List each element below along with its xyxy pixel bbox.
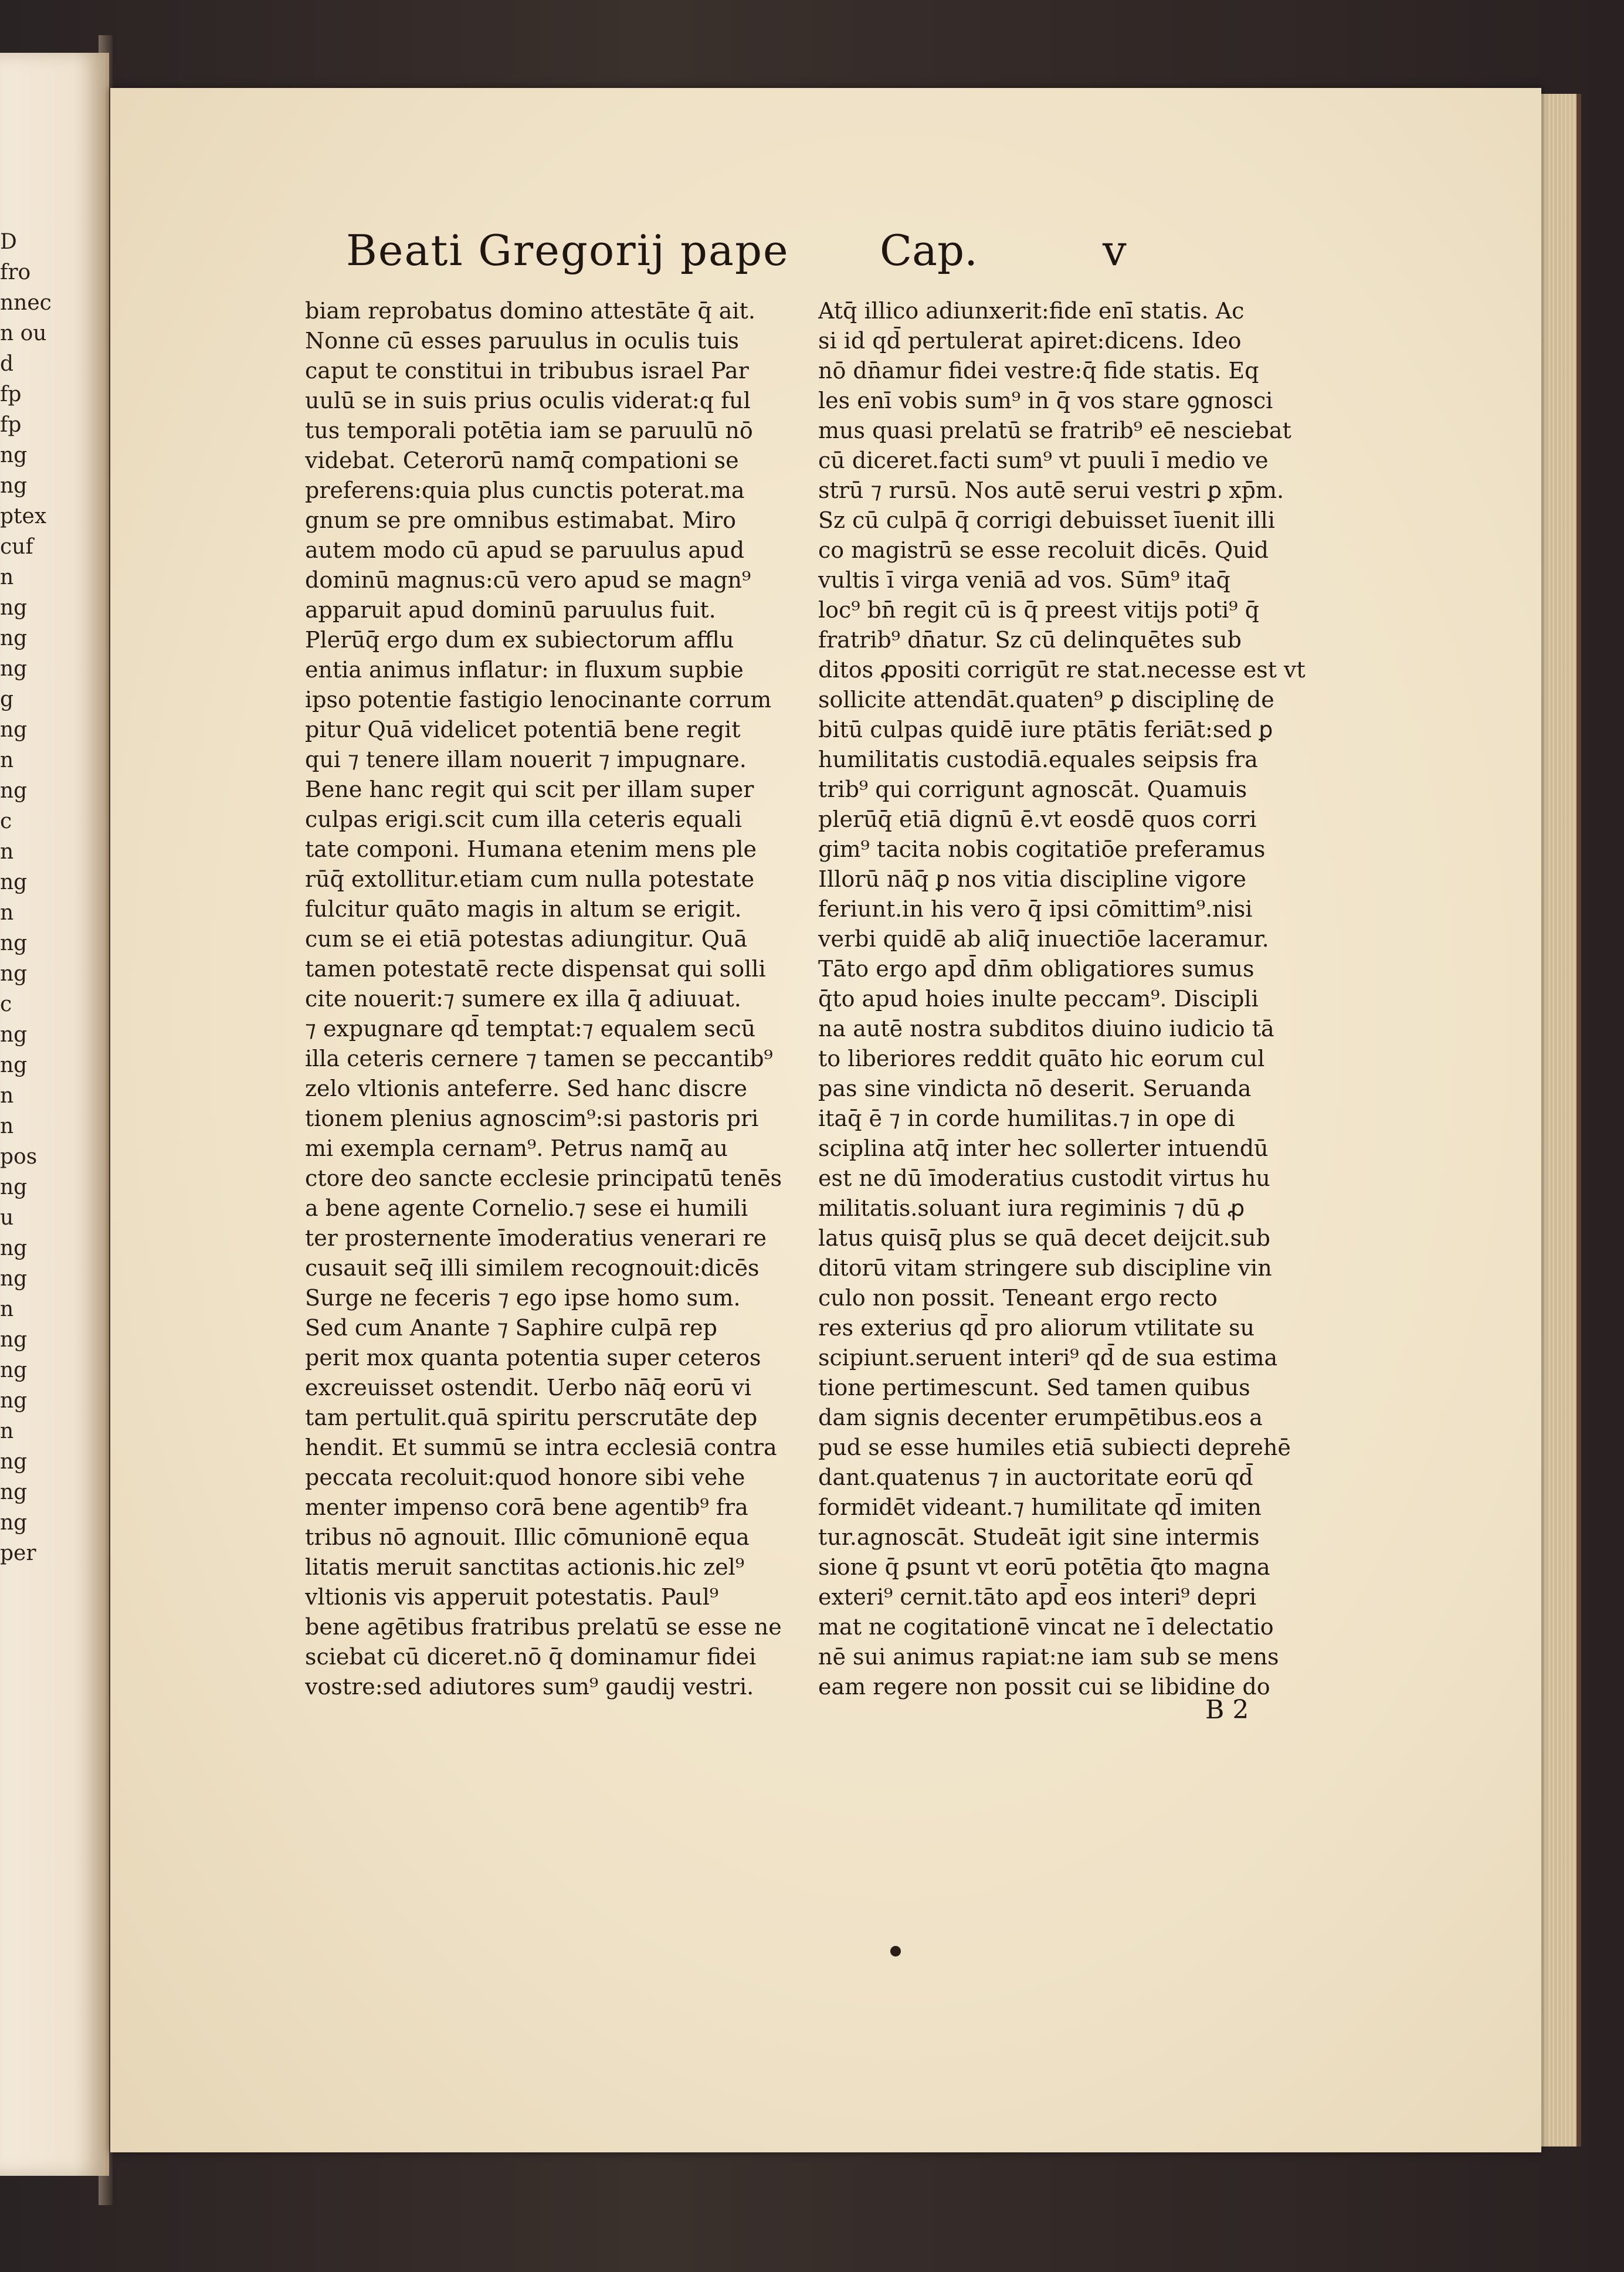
left-page-text-fragment: ng (0, 962, 28, 986)
text-column-right (818, 296, 1311, 1702)
text-line: dam signis decenter erumpētibus.eos a (818, 1405, 1263, 1430)
text-line: vultis ī virga veniā ad vos. Sūm⁹ itaq̄ (818, 567, 1230, 593)
text-line: pud se esse humiles etiā subiecti deprehē (818, 1435, 1291, 1460)
text-line: sciplina atq̄ inter hec sollerter intuendū (818, 1135, 1269, 1161)
text-line: itaq̄ ē ⁊ in corde humilitas.⁊ in ope di (818, 1106, 1235, 1131)
text-line: tribus nō agnouit. Illic cōmunionē equa (305, 1524, 750, 1550)
left-page-text-fragment: per (0, 1541, 36, 1565)
left-page-text-fragment: c (0, 809, 12, 833)
left-page-text-fragment: ng (0, 1511, 28, 1535)
text-line: Nonne cū esses paruulus in oculis tuis (305, 328, 739, 354)
left-page-text-fragment: d (0, 352, 14, 376)
text-line: sione q̄ ꝑsunt vt eorū potētia q̄to magna (818, 1554, 1270, 1580)
text-line: preferens:quia plus cunctis poterat.ma (305, 477, 745, 503)
text-line: sollicite attendāt.quaten⁹ ꝑ disciplinę de (818, 687, 1274, 713)
text-line: nē sui animus rapiat:ne iam sub se mens (818, 1644, 1279, 1670)
text-line: cum se ei etiā potestas adiungitur. Quā (305, 926, 748, 952)
text-line: verbi quidē ab aliq̄ inuectiōe laceramur. (818, 926, 1269, 952)
text-line: dant.quatenus ⁊ in auctoritate eorū qd̄ (818, 1464, 1253, 1490)
text-line: tate componi. Humana etenim mens ple (305, 836, 757, 862)
text-line: ⁊ expugnare qd̄ temptat:⁊ equalem secū (305, 1016, 756, 1042)
text-line: bitū culpas quidē iure ptātis feriāt:sed ꝑ (818, 717, 1273, 742)
text-line: plerūq̄ etiā dignū ē.vt eosdē quos corri (818, 806, 1257, 832)
text-line: scipiunt.seruent interi⁹ qd̄ de sua estima (818, 1345, 1278, 1371)
left-page-text-fragment: n (0, 748, 14, 772)
text-line: litatis meruit sanctitas actionis.hic zel⁹ (305, 1554, 745, 1580)
text-line: Surge ne feceris ⁊ ego ipse homo sum. (305, 1285, 741, 1311)
text-line: vostre:sed adiutores sum⁹ gaudij vestri. (305, 1674, 754, 1700)
text-line: pas sine vindicta nō deserit. Seruanda (818, 1076, 1252, 1101)
left-page-text-fragment: ng (0, 443, 28, 467)
left-page-text-fragment: ng (0, 1450, 28, 1474)
page-edges (1541, 94, 1581, 2146)
text-line: pitur Quā videlicet potentiā bene regit (305, 717, 741, 742)
text-line: gnum se pre omnibus estimabat. Miro (305, 507, 737, 533)
text-line: humilitatis custodiā.equales seipsis fra (818, 747, 1258, 772)
left-page-text-fragment: n ou (0, 321, 47, 345)
running-head-title: Beati Gregorij pape (346, 226, 789, 275)
text-line: excreuisset ostendit. Uerbo nāq̄ eorū vi (305, 1375, 752, 1400)
left-page-text-fragment: ng (0, 870, 28, 894)
left-page-text-fragment: c (0, 992, 12, 1016)
text-line: strū ⁊ rursū. Nos autē serui vestri ꝑ xp̄m. (818, 477, 1284, 503)
left-page-text-fragment: pos (0, 1145, 38, 1169)
text-line: latus quisq̄ plus se quā decet deijcit.sub (818, 1225, 1270, 1251)
text-line: hendit. Et summū se intra ecclesiā contra (305, 1435, 777, 1460)
left-page-text-fragment: n (0, 1114, 14, 1138)
text-line: illa ceteris cernere ⁊ tamen se peccantib⁹ (305, 1046, 773, 1071)
left-page-text-fragment: fp (0, 413, 22, 437)
left-page-text-fragment: ng (0, 626, 28, 650)
text-line: vltionis vis apperuit potestatis. Paul⁹ (305, 1584, 719, 1610)
left-page-text-fragment: ng (0, 718, 28, 742)
running-head-chapter-number: v (1103, 226, 1127, 275)
text-line: uulū se in suis prius oculis viderat:q ful (305, 388, 751, 413)
text-line: eam regere non possit cui se libidine do (818, 1674, 1270, 1700)
text-line: tamen potestatē recte dispensat qui solli (305, 956, 766, 982)
text-line: fulcitur quāto magis in altum se erigit. (305, 896, 742, 922)
text-line: co magistrū se esse recoluit dicēs. Quid (818, 537, 1269, 563)
left-page-text-fragment: ng (0, 1389, 28, 1413)
text-line: est ne dū īmoderatius custodit virtus hu (818, 1165, 1270, 1191)
left-page-text-fragment: u (0, 1206, 14, 1230)
text-line: to liberiores reddit quāto hic eorum cul (818, 1046, 1265, 1071)
text-line: les enī vobis sum⁹ in q̄ vos stare ꝯgnosci (818, 388, 1273, 413)
text-line: tione pertimescunt. Sed tamen quibus (818, 1375, 1250, 1400)
left-page-text-fragment: ng (0, 657, 28, 681)
text-line: rūq̄ extollitur.etiam cum nulla potestate (305, 866, 755, 892)
left-page-text-fragment: n (0, 1419, 14, 1443)
text-line: trib⁹ qui corrigunt agnoscāt. Quamuis (818, 776, 1247, 802)
text-line: entia animus inflatur: in fluxum supbie (305, 657, 744, 683)
text-line: bene agētibus fratribus prelatū se esse ne (305, 1614, 782, 1640)
text-line: q̄to apud hoies inulte peccam⁹. Discipli (818, 986, 1259, 1012)
text-line: apparuit apud dominū paruulus fuit. (305, 597, 716, 623)
text-line: Tāto ergo apd̄ dn̄m obligatiores sumus (818, 956, 1255, 982)
signature-mark: B 2 (1205, 1695, 1249, 1725)
text-line: Sz cū culpā q̄ corrigi debuisset īuenit illi (818, 507, 1275, 533)
text-line: ditos ꝓpositi corrigūt re stat.necesse est vt (818, 657, 1306, 683)
left-page-text-fragment: ng (0, 1480, 28, 1504)
left-page-text-fragment: n (0, 1297, 14, 1321)
text-line: si id qd̄ pertulerat apiret:dicens. Ideo (818, 328, 1242, 354)
left-page-text-fragment: n (0, 901, 14, 925)
text-line: fratrib⁹ dn̄atur. Sz cū delinquētes sub (818, 627, 1242, 653)
text-line: Bene hanc regit qui scit per illam super (305, 776, 754, 802)
text-line: ipso potentie fastigio lenocinante corrum (305, 687, 772, 713)
running-head-chapter-label: Cap. (880, 226, 978, 275)
text-line: Atq̄ illico adiunxerit:fide enī statis. Ac (818, 298, 1245, 324)
left-page-text-fragment: cuf (0, 535, 33, 559)
text-line: formidēt videant.⁊ humilitate qd̄ imiten (818, 1494, 1262, 1520)
left-page-text-fragment: n (0, 1084, 14, 1108)
text-line: peccata recoluit:quod honore sibi vehe (305, 1464, 745, 1490)
left-page-text-fragment: ptex (0, 504, 47, 528)
text-line: cusauit seq̄ illi similem recognouit:dicēs (305, 1255, 760, 1281)
text-line: exteri⁹ cernit.tāto apd̄ eos interi⁹ depri (818, 1584, 1257, 1610)
left-page-text-fragment: g (0, 687, 14, 711)
text-line: perit mox quanta potentia super ceteros (305, 1345, 761, 1371)
left-page-text-fragment: nnec (0, 291, 52, 315)
text-line: nō dn̄amur fidei vestre:q̄ fide statis. Eq (818, 358, 1259, 384)
text-line: mi exempla cernam⁹. Petrus namq̄ au (305, 1135, 728, 1161)
text-line: a bene agente Cornelio.⁊ sese ei humili (305, 1195, 748, 1221)
left-page-text-fragment: ng (0, 1267, 28, 1291)
left-page-text-fragment: ng (0, 1053, 28, 1077)
left-page-text-fragment: ng (0, 931, 28, 955)
left-page-text-fragment: D (0, 230, 17, 254)
text-line: caput te constitui in tribubus israel Par (305, 358, 749, 384)
text-line: res exterius qd̄ pro aliorum vtilitate su (818, 1315, 1255, 1341)
text-line: menter impenso corā bene agentib⁹ fra (305, 1494, 748, 1520)
left-page-text-fragment: ng (0, 1358, 28, 1382)
text-line: cite nouerit:⁊ sumere ex illa q̄ adiuuat. (305, 986, 741, 1012)
left-page-text-fragment: n (0, 840, 14, 864)
text-line: feriunt.in his vero q̄ ipsi cōmittim⁹.nisi (818, 896, 1253, 922)
left-facing-page (0, 53, 109, 2176)
text-line: Plerūq̄ ergo dum ex subiectorum afflu (305, 627, 734, 653)
left-page-text-fragment: ng (0, 1175, 28, 1199)
text-column-left (305, 296, 798, 1702)
text-line: dominū magnus:cū vero apud se magn⁹ (305, 567, 751, 593)
text-line: militatis.soluant iura regiminis ⁊ dū ꝓ (818, 1195, 1245, 1221)
left-page-text-fragment: ng (0, 1023, 28, 1047)
text-line: tur.agnoscāt. Studeāt igit sine intermis (818, 1524, 1260, 1550)
text-line: ditorū vitam stringere sub discipline vin (818, 1255, 1272, 1281)
text-line: tus temporali potētia iam se paruulū nō (305, 418, 753, 443)
ink-spot (890, 1946, 901, 1956)
text-line: cū diceret.facti sum⁹ vt puuli ī medio ve (818, 447, 1269, 473)
text-line: biam reprobatus domino attestāte q̄ ait. (305, 298, 755, 324)
text-line: zelo vltionis anteferre. Sed hanc discre (305, 1076, 747, 1101)
text-line: autem modo cū apud se paruulus apud (305, 537, 745, 563)
text-line: ter prosternente īmoderatius venerari re (305, 1225, 767, 1251)
text-line: ctore deo sancte ecclesie principatū tenēs (305, 1165, 782, 1191)
text-line: qui ⁊ tenere illam nouerit ⁊ impugnare. (305, 747, 747, 772)
left-page-text-fragment: ng (0, 779, 28, 803)
text-line: mus quasi prelatū se fratrib⁹ eē nesciebat (818, 418, 1291, 443)
left-page-text-fragment: fp (0, 382, 22, 406)
text-line: tam pertulit.quā spiritu perscrutāte dep (305, 1405, 758, 1430)
text-line: tionem plenius agnoscim⁹:si pastoris pri (305, 1106, 759, 1131)
text-line: culpas erigi.scit cum illa ceteris equali (305, 806, 742, 832)
left-page-text-fragment: fro (0, 260, 31, 284)
text-line: mat ne cogitationē vincat ne ī delectatio (818, 1614, 1274, 1640)
text-line: Sed cum Anante ⁊ Saphire culpā rep (305, 1315, 717, 1341)
text-line: culo non possit. Teneant ergo recto (818, 1285, 1218, 1311)
left-page-text-fragment: ng (0, 1328, 28, 1352)
text-line: Illorū nāq̄ ꝑ nos vitia discipline vigore (818, 866, 1246, 892)
left-page-text-fragment: ng (0, 1236, 28, 1260)
text-line: sciebat cū diceret.nō q̄ dominamur fidei (305, 1644, 757, 1670)
text-line: loc⁹ bn̄ regit cū is q̄ preest vitijs poti⁹ q̄ (818, 597, 1259, 623)
left-page-text-fragment: ng (0, 596, 28, 620)
left-page-text-fragment: n (0, 565, 14, 589)
text-line: videbat. Ceterorū namq̄ compationi se (305, 447, 739, 473)
text-line: gim⁹ tacita nobis cogitatiōe preferamus (818, 836, 1266, 862)
text-line: na autē nostra subditos diuino iudicio tā (818, 1016, 1274, 1042)
left-page-text-fragment: ng (0, 474, 28, 498)
